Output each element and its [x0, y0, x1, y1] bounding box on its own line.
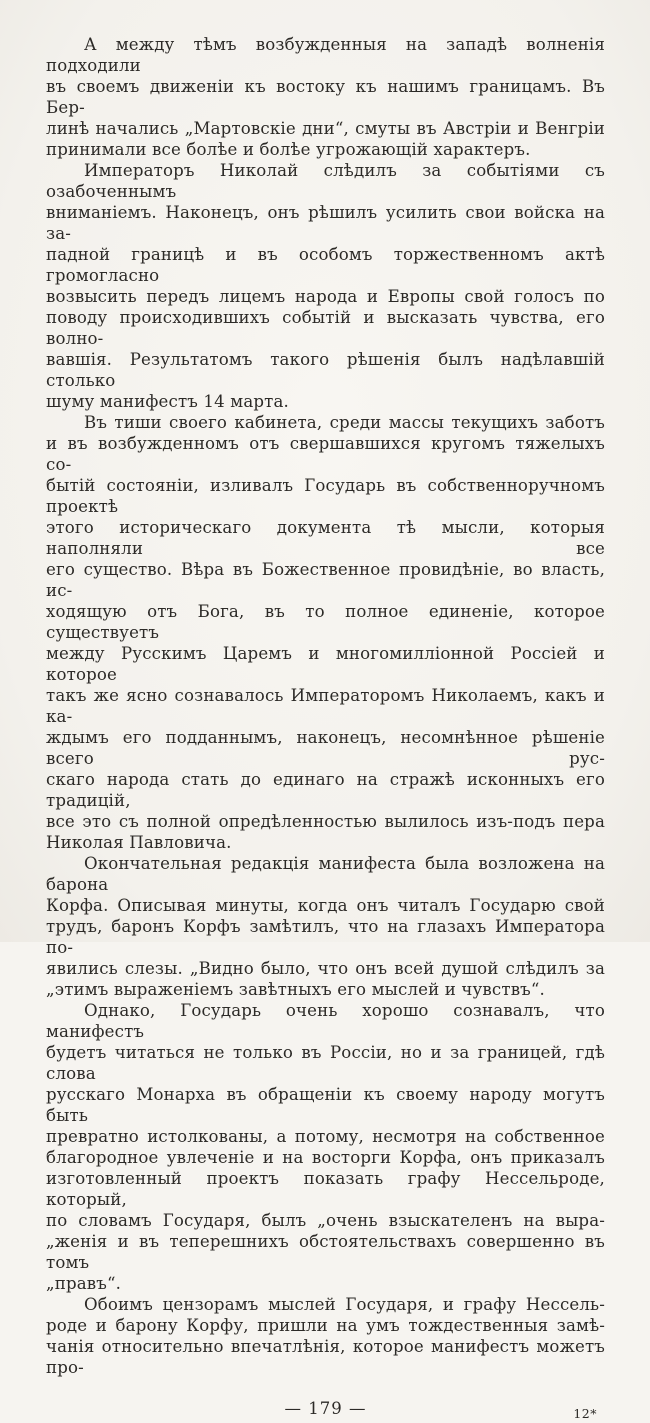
text-line: будетъ читаться не только въ Россіи, но и за границей, гдѣ слова [46, 1043, 605, 1083]
text-line: А между тѣмъ возбужденныя на западѣ волненія подходили [46, 35, 605, 75]
text-line: Однако, Государь очень хорошо сознавалъ, что манифестъ [46, 1001, 605, 1041]
text-line: и въ возбужденномъ отъ свершавшихся кругомъ тяжелыхъ со- [46, 434, 605, 474]
text-line: русскаго Монарха въ обращеніи къ своему народу могутъ быть [46, 1085, 605, 1125]
page-text [46, 34, 605, 1378]
text-line: шуму манифестъ 14 марта. [46, 392, 289, 411]
paragraph-2 [46, 160, 605, 412]
text-line: явились слезы. „Видно было, что онъ всей душой слѣдилъ за [46, 959, 605, 978]
text-line: все это съ полной опредѣленностью вылилось изъ-подъ пера [46, 812, 605, 831]
text-line: Корфа. Описывая минуты, когда онъ читалъ Государю свой [46, 896, 605, 915]
text-line: такъ же ясно сознавалось Императоромъ Николаемъ, какъ и ка- [46, 686, 605, 726]
text-line: ждымъ его подданнымъ, наконецъ, несомнѣнное рѣшеніе всего рус- [46, 728, 605, 768]
paragraph-5 [46, 1000, 605, 1294]
text-line: роде и барону Корфу, пришли на умъ тождественныя замѣ- [46, 1316, 605, 1335]
signature-mark: 12* [573, 1406, 597, 1421]
text-line: въ своемъ движеніи къ востоку къ нашимъ границамъ. Въ Бер- [46, 77, 605, 117]
text-line: изготовленный проектъ показать графу Нессельроде, который, [46, 1169, 605, 1209]
text-line: „женія и въ теперешнихъ обстоятельствахъ совершенно въ томъ [46, 1232, 605, 1272]
paragraph-4 [46, 853, 605, 1000]
text-line: вниманіемъ. Наконецъ, онъ рѣшилъ усилить свои войска на за- [46, 203, 605, 243]
text-line: принимали все болѣе и болѣе угрожающій характеръ. [46, 140, 531, 159]
text-line: этого историческаго документа тѣ мысли, которыя наполняли все [46, 518, 605, 558]
text-line: Окончательная редакція манифеста была возложена на барона [46, 854, 605, 894]
text-line: „этимъ выраженіемъ завѣтныхъ его мыслей и чувствъ“. [46, 980, 545, 999]
text-line: превратно истолкованы, а потому, несмотря на собственное [46, 1127, 605, 1146]
paragraph-3 [46, 412, 605, 853]
paragraph-1 [46, 34, 605, 160]
text-line: его существо. Вѣра въ Божественное провидѣніе, во власть, ис- [46, 560, 605, 600]
text-line: Императоръ Николай слѣдилъ за событіями съ озабоченнымъ [46, 161, 605, 201]
text-line: Въ тиши своего кабинета, среди массы текущихъ заботъ [84, 413, 605, 432]
text-line: бытій состояніи, изливалъ Государь въ собственноручномъ проектѣ [46, 476, 605, 516]
text-line: „правъ“. [46, 1274, 122, 1293]
text-line: вавшія. Результатомъ такого рѣшенія былъ надѣлавшій столько [46, 350, 605, 390]
text-line: скаго народа стать до единаго на стражѣ исконныхъ его традицій, [46, 770, 605, 810]
page-number: — 179 — [284, 1399, 367, 1418]
paragraph-6 [46, 1294, 605, 1378]
page-footer [46, 1399, 605, 1423]
text-line: возвысить передъ лицемъ народа и Европы свой голосъ по [46, 287, 605, 306]
text-line: по словамъ Государя, былъ „очень взыскателенъ на выра- [46, 1211, 605, 1230]
text-line: между Русскимъ Царемъ и многомилліонной Россіей и которое [46, 644, 605, 684]
text-line: падной границѣ и въ особомъ торжественномъ актѣ громогласно [46, 245, 605, 285]
text-line: Николая Павловича. [46, 833, 232, 852]
text-line: Обоимъ цензорамъ мыслей Государя, и графу Нессель- [84, 1295, 605, 1314]
text-line: ходящую отъ Бога, въ то полное единеніе, которое существуетъ [46, 602, 605, 642]
text-line: поводу происходившихъ событій и высказать чувства, его волно- [46, 308, 605, 348]
text-line: трудъ, баронъ Корфъ замѣтилъ, что на глазахъ Императора по- [46, 917, 605, 957]
text-line: чанія относительно впечатлѣнія, которое манифестъ можетъ про- [46, 1337, 605, 1377]
text-line: линѣ начались „Мартовскіе дни“, смуты въ Австріи и Венгріи [46, 119, 605, 138]
text-line: благородное увлеченіе и на восторги Корфа, онъ приказалъ [46, 1148, 605, 1167]
